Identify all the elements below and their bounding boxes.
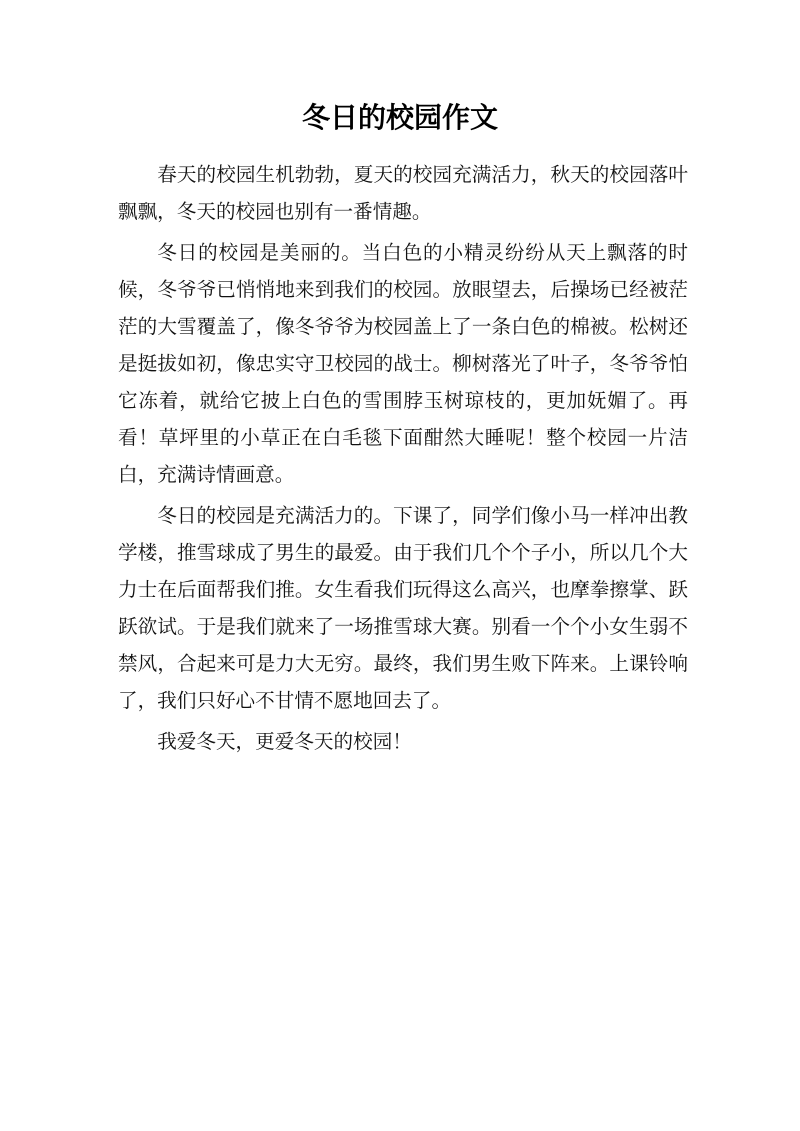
document-body [118, 156, 688, 764]
document-title: 冬日的校园作文 [301, 101, 498, 134]
paragraph-1: 春天的校园生机勃勃，夏天的校园充满活力，秋天的校园落叶飘飘，冬天的校园也别有一番情趣。 [118, 163, 688, 223]
paragraph-2: 冬日的校园是美丽的。当白色的小精灵纷纷从天上飘落的时候，冬爷爷已悄悄地来到我们的校园。放眼望去，后操场已经被茫茫的大雪覆盖了，像冬爷爷为校园盖上了一条白色的棉被。松树还是挺拔如初，像忠实守卫校园的战士。柳树落光了叶子，冬爷爷怕它冻着，就给它披上白色的雪围脖玉树琼枝的，更加妩媚了。再看！草坪里的小草正在白毛毯下面酣然大睡呢！整个校园一片洁白，充满诗情画意。 [118, 241, 688, 486]
paragraph-3: 冬日的校园是充满活力的。下课了，同学们像小马一样冲出教学楼，推雪球成了男生的最爱。由于我们几个个子小，所以几个大力士在后面帮我们推。女生看我们玩得这么高兴，也摩拳擦掌、跃跃欲试。于是我们就来了一场推雪球大赛。别看一个个小女生弱不禁风，合起来可是力大无穷。最终，我们男生败下阵来。上课铃响了，我们只好心不甘情不愿地回去了。 [118, 504, 688, 712]
paragraph-4: 我爱冬天，更爱冬天的校园！ [157, 730, 412, 753]
